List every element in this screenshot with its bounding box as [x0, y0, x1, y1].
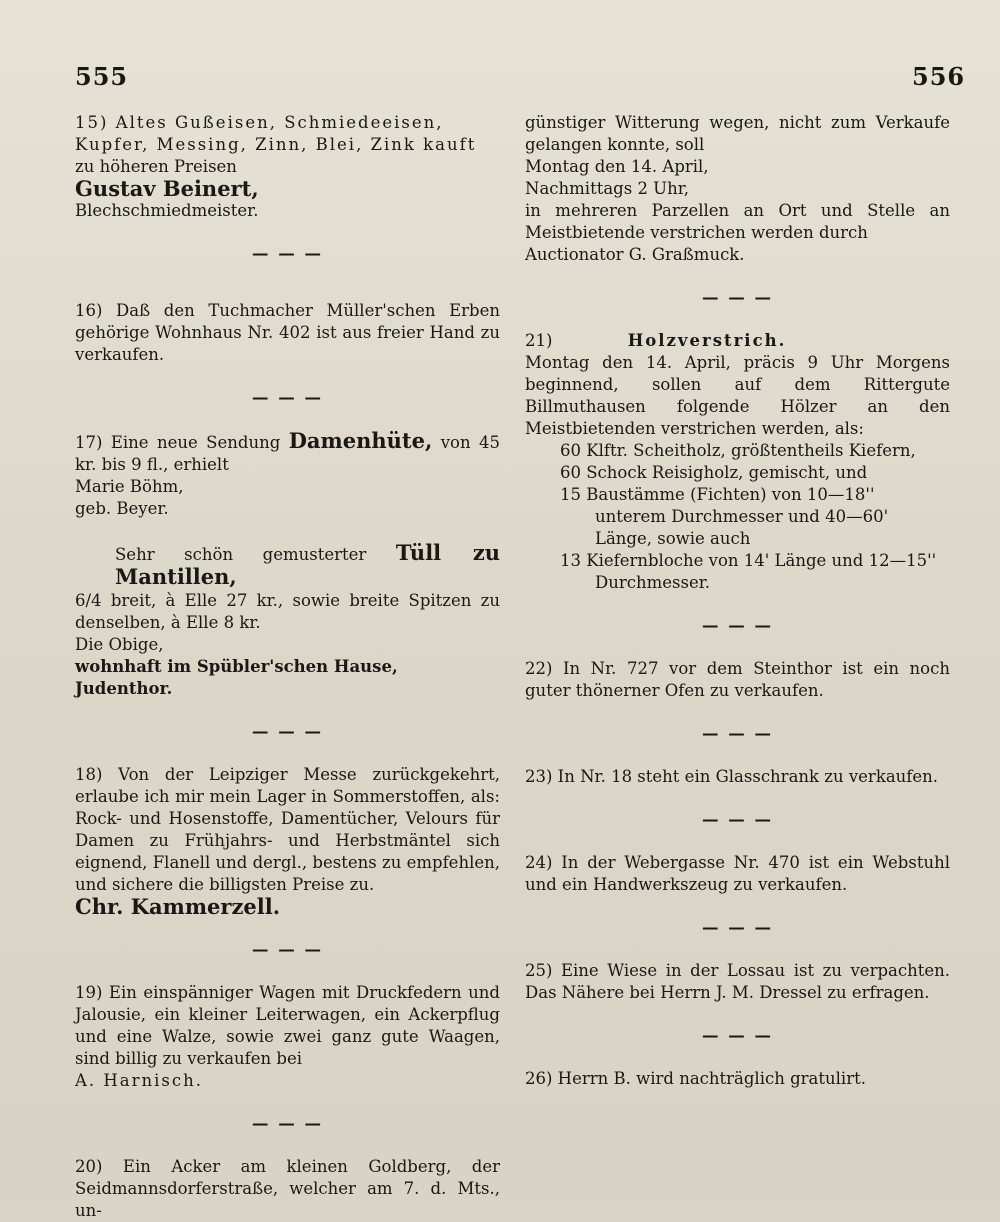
- ad-26: 26) Herrn B. wird nachträglich gratulirt.: [525, 1069, 866, 1088]
- spacer: [75, 742, 500, 764]
- separator: — — —: [702, 810, 773, 829]
- auction-date-1: Montag den 14. April,: [525, 157, 709, 176]
- spacer: [525, 636, 950, 658]
- spacer: [525, 266, 950, 288]
- spacer: [75, 408, 500, 430]
- page-number-right: 556: [912, 62, 966, 91]
- ad-17-prefix: 17) Eine neue Sendung: [75, 433, 281, 452]
- list-item: 60 Schock Reisigholz, gemischt, und: [560, 463, 868, 482]
- spacer: [75, 1092, 500, 1114]
- ad-25: 25) Eine Wiese in der Lossau ist zu verpachten. Das Nähere bei Herrn J. M. Dressel zu erfragen.: [525, 961, 950, 1002]
- ad-17b-sig2: wohnhaft im Spübler'schen Hause,: [75, 657, 398, 676]
- ad-15-title: Blechschmiedmeister.: [75, 201, 259, 220]
- ad-17-suffix: von 45 kr. bis 9 fl., erhielt: [75, 433, 500, 474]
- ad-15-line1: 15) Altes Gußeisen, Schmiedeeisen,: [75, 113, 444, 132]
- separator: — — —: [252, 940, 323, 959]
- spacer: [525, 308, 950, 330]
- separator: — — —: [252, 244, 323, 263]
- ad-17-headline: Damenhüte,: [288, 428, 433, 453]
- ad-15-line2: Kupfer, Messing, Zinn, Blei, Zink kauft: [75, 135, 477, 154]
- ad-21-heading: Holzverstrich.: [627, 331, 787, 350]
- ad-17b-sig3: Judenthor.: [75, 679, 173, 698]
- spacer: [525, 938, 950, 960]
- spacer: [525, 1004, 950, 1026]
- spacer: [75, 366, 500, 388]
- ad-17-name: Marie Böhm,: [75, 477, 184, 496]
- ad-19-text: 19) Ein einspänniger Wagen mit Druckfedern und Jalousie, ein kleiner Leiterwagen, ein Ackerpflug und eine Walze, sowie zwei ganz gute Waagen, sind billig zu verkaufen bei: [75, 983, 500, 1068]
- auction-cont-2: in mehreren Parzellen an Ort und Stelle an Meistbietende verstrichen werden durch: [525, 201, 950, 242]
- auction-cont: günstiger Witterung wegen, nicht zum Verkaufe gelangen konnte, soll: [525, 113, 950, 154]
- ad-17: [75, 430, 500, 520]
- ad-15-line3: zu höheren Preisen: [75, 157, 237, 176]
- ad-18-name: Chr. Kammerzell.: [75, 894, 281, 919]
- separator: — — —: [702, 918, 773, 937]
- auction-date-2: Nachmittags 2 Uhr,: [525, 179, 690, 198]
- ad-15-name: Gustav Beinert,: [75, 176, 259, 201]
- spacer: [75, 700, 500, 722]
- spacer: [75, 918, 500, 940]
- separator: — — —: [252, 1114, 323, 1133]
- separator: — — —: [702, 616, 773, 635]
- page-number-left: 555: [75, 62, 129, 91]
- spacer: [525, 1046, 950, 1068]
- spacer: [525, 788, 950, 810]
- ad-22: 22) In Nr. 727 vor dem Steinthor ist ein noch guter thönerner Ofen zu verkaufen.: [525, 659, 950, 700]
- spacer: [75, 264, 500, 300]
- ad-21-number: 21): [525, 331, 553, 350]
- ad-17b-prefix: Sehr schön gemusterter: [115, 545, 367, 564]
- ad-18: [75, 764, 500, 918]
- list-item: 60 Klftr. Scheitholz, größtentheils Kiefern,: [560, 441, 916, 460]
- ad-17-born: geb. Beyer.: [75, 499, 169, 518]
- separator: — — —: [252, 722, 323, 741]
- spacer: [75, 960, 500, 982]
- ad-15: [75, 112, 500, 222]
- spacer: [75, 1134, 500, 1156]
- ad-24: 24) In der Webergasse Nr. 470 ist ein Webstuhl und ein Handwerkszeug zu verkaufen.: [525, 853, 950, 894]
- ad-17b-headline: Tüll zu Mantillen,: [115, 540, 501, 589]
- ad-19-name: A. Harnisch.: [75, 1071, 204, 1090]
- wood-list: [525, 440, 950, 594]
- spacer: [525, 594, 950, 616]
- spacer: [525, 744, 950, 766]
- spacer: [525, 702, 950, 724]
- ad-17b-body: 6/4 breit, à Elle 27 kr., sowie breite Spitzen zu denselben, à Elle 8 kr.: [75, 591, 500, 632]
- ad-20: 20) Ein Acker am kleinen Goldberg, der Seidmannsdorferstraße, welcher am 7. d. Mts., un-: [75, 1157, 500, 1220]
- spacer: [75, 520, 500, 542]
- spacer: [525, 896, 950, 918]
- list-item: 15 Baustämme (Fichten) von 10—18'' unterem Durchmesser und 40—60' Länge, sowie auch: [560, 485, 889, 548]
- left-column: [75, 112, 500, 1222]
- ad-21-text: Montag den 14. April, präcis 9 Uhr Morgens beginnend, sollen auf dem Rittergute Billmuthausen folgende Hölzer an den Meistbietenden verstrichen werden, als:: [525, 353, 950, 438]
- right-column: [525, 112, 950, 1090]
- spacer: [75, 222, 500, 244]
- ad-23: 23) In Nr. 18 steht ein Glasschrank zu verkaufen.: [525, 767, 939, 786]
- auctioneer: Auctionator G. Graßmuck.: [525, 245, 745, 264]
- spacer: [525, 830, 950, 852]
- list-item: 13 Kiefernbloche von 14' Länge und 12—15'' Durchmesser.: [560, 551, 937, 592]
- ad-17b: [75, 542, 500, 700]
- ad-16: 16) Daß den Tuchmacher Müller'schen Erben gehörige Wohnhaus Nr. 402 ist aus freier Hand zu verkaufen.: [75, 301, 500, 364]
- ad-19: [75, 982, 500, 1092]
- separator: — — —: [702, 288, 773, 307]
- separator: — — —: [252, 388, 323, 407]
- ad-18-text: 18) Von der Leipziger Messe zurückgekehrt, erlaube ich mir mein Lager in Sommerstoffen, als: Rock- und Hosenstoffe, Damentücher, Velours für Damen zu Frühjahrs- und Herbstmäntel sich eignend, Flanell und dergl., bestens zu empfehlen, und sichere die billigsten Preise zu.: [75, 765, 500, 894]
- separator: — — —: [702, 724, 773, 743]
- ad-17b-sig1: Die Obige,: [75, 635, 164, 654]
- separator: — — —: [702, 1026, 773, 1045]
- ad-21: [525, 330, 950, 594]
